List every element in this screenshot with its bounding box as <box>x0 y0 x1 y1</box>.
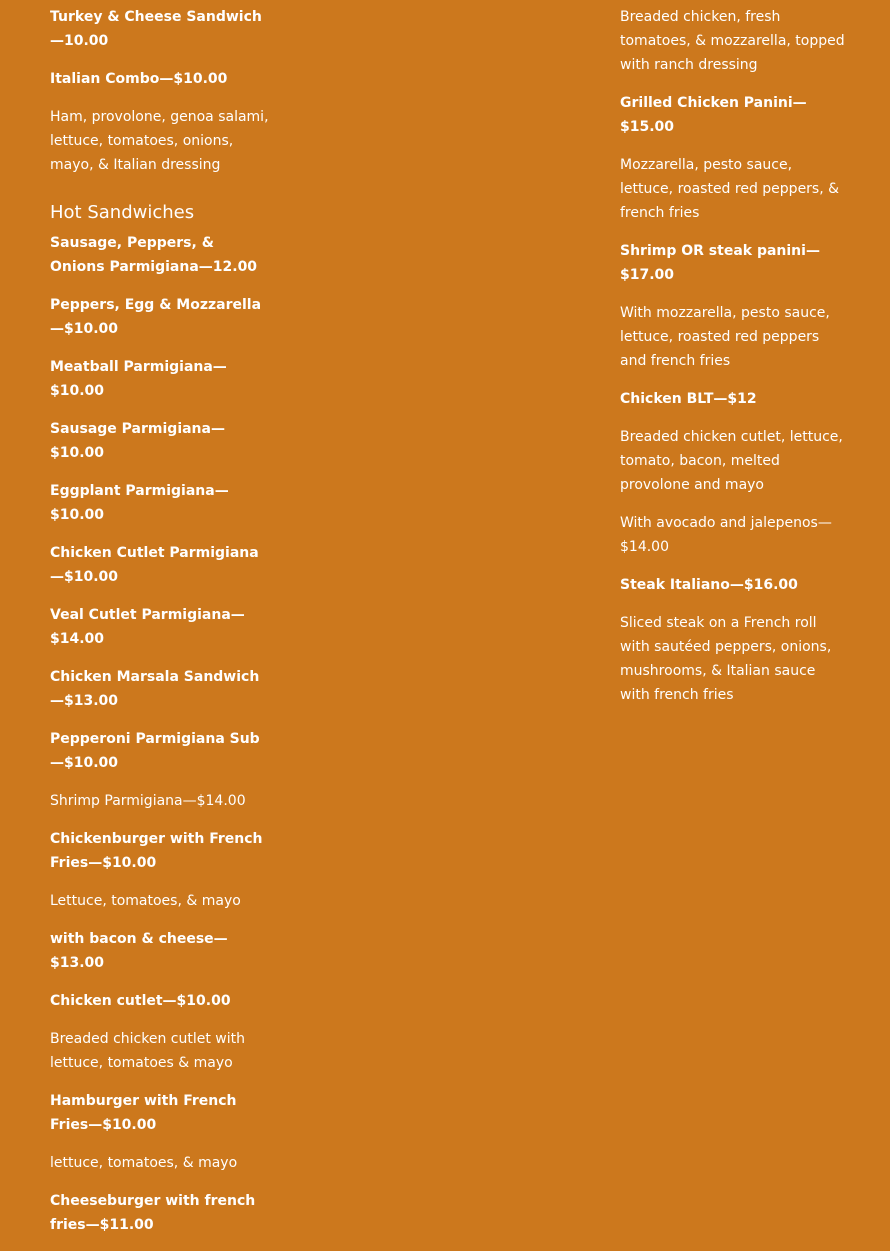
menu-item-description: lettuce, tomatoes, & mayo <box>50 1155 238 1171</box>
panini-list <box>620 5 848 707</box>
menu-item-description: Sliced steak on a French roll with sautéed peppers, onions, mushrooms, & Italian sauce with french fries <box>620 615 832 703</box>
menu-item-title: Turkey & Cheese Sandwich—10.00 <box>50 9 262 49</box>
menu-item-title: Chicken cutlet—$10.00 <box>50 993 231 1009</box>
menu-item-title: Chicken Cutlet Parmigiana—$10.00 <box>50 545 259 585</box>
menu-item-title: Grilled Chicken Panini—$15.00 <box>620 95 807 135</box>
menu-item-description: Breaded chicken cutlet, lettuce, tomato, bacon, melted provolone and mayo <box>620 429 843 493</box>
menu-item-title: Chicken Marsala Sandwich—$13.00 <box>50 669 260 709</box>
menu-item-description: Ham, provolone, genoa salami, lettuce, tomatoes, onions, mayo, & Italian dressing <box>50 109 269 173</box>
menu-item-title: Sausage Parmigiana—$10.00 <box>50 421 225 461</box>
section-heading-hot-sandwiches: Hot Sandwiches <box>50 202 195 223</box>
cold-sandwich-list <box>50 5 272 177</box>
menu-item-description: With avocado and jalepenos—$14.00 <box>620 515 832 555</box>
menu-item-description: Breaded chicken, fresh tomatoes, & mozzarella, topped with ranch dressing <box>620 9 845 73</box>
menu-item-title: Peppers, Egg & Mozzarella—$10.00 <box>50 297 262 337</box>
menu-right-column <box>620 5 848 721</box>
menu-item-description: Breaded chicken cutlet with lettuce, tomatoes & mayo <box>50 1031 245 1071</box>
menu-item-description: Lettuce, tomatoes, & mayo <box>50 893 241 909</box>
menu-item-title: Hamburger with French Fries—$10.00 <box>50 1093 237 1133</box>
menu-item-title: Italian Combo—$10.00 <box>50 71 228 87</box>
menu-item-title: Pepperoni Parmigiana Sub—$10.00 <box>50 731 260 771</box>
menu-item-title: Chicken BLT—$12 <box>620 391 757 407</box>
menu-item-title: Veal Cutlet Parmigiana—$14.00 <box>50 607 245 647</box>
menu-item-title: Shrimp Parmigiana—$14.00 <box>50 793 246 809</box>
menu-item-description: With mozzarella, pesto sauce, lettuce, roasted red peppers and french fries <box>620 305 830 369</box>
menu-item-title: Cheeseburger with french fries—$11.00 <box>50 1193 256 1233</box>
menu-item-description: Mozzarella, pesto sauce, lettuce, roasted red peppers, & french fries <box>620 157 840 221</box>
menu-item-title: Eggplant Parmigiana—$10.00 <box>50 483 229 523</box>
menu-item-title: Shrimp OR steak panini—$17.00 <box>620 243 820 283</box>
menu-item-title: Chickenburger with French Fries—$10.00 <box>50 831 263 871</box>
menu-left-column <box>50 5 272 1251</box>
hot-sandwich-list <box>50 231 272 1237</box>
menu-item-title: with bacon & cheese—$13.00 <box>50 931 228 971</box>
menu-item-title: Steak Italiano—$16.00 <box>620 577 798 593</box>
menu-item-title: Sausage, Peppers, & Onions Parmigiana—12.00 <box>50 235 258 275</box>
menu-item-title: Meatball Parmigiana—$10.00 <box>50 359 227 399</box>
